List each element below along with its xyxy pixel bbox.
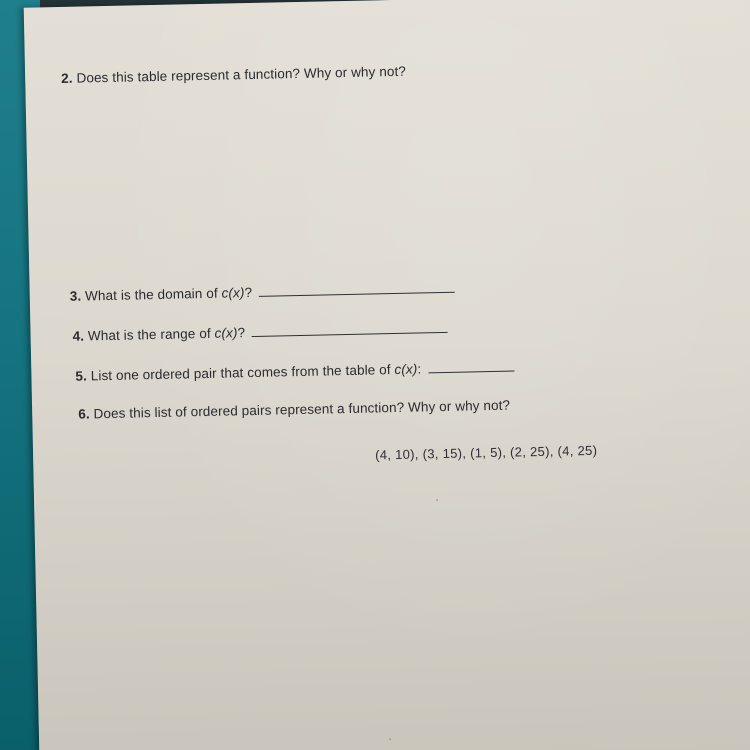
question-3-answer-line[interactable] xyxy=(259,281,455,297)
question-2-text: Does this table represent a function? Why or why not? xyxy=(76,63,407,86)
question-5-answer-line[interactable] xyxy=(428,360,514,374)
question-4-answer-line[interactable] xyxy=(252,321,448,337)
question-2 xyxy=(61,64,406,86)
question-5 xyxy=(75,360,514,384)
question-4-number: 4. xyxy=(72,328,85,344)
question-4-punct: ? xyxy=(237,325,246,341)
question-3-number: 3. xyxy=(69,288,82,304)
question-5-number: 5. xyxy=(75,368,88,384)
question-5-punct: : xyxy=(417,361,422,377)
question-4-function: c(x) xyxy=(214,325,238,341)
question-3 xyxy=(70,281,455,304)
question-3-text: What is the domain of xyxy=(84,285,222,304)
question-2-number: 2. xyxy=(61,70,73,86)
question-3-function: c(x) xyxy=(221,285,245,301)
ordered-pairs-list: (4, 10), (3, 15), (1, 5), (2, 25), (4, 25) xyxy=(374,442,598,463)
question-5-text: List one ordered pair that comes from the table of xyxy=(90,362,395,384)
question-5-function: c(x) xyxy=(394,361,418,378)
question-6 xyxy=(78,398,510,422)
question-3-punct: ? xyxy=(244,284,253,301)
question-4 xyxy=(72,321,448,344)
paper-speck xyxy=(436,499,438,501)
worksheet-paper xyxy=(24,0,750,750)
question-6-number: 6. xyxy=(78,406,90,422)
question-4-text: What is the range of xyxy=(87,325,215,344)
paper-speck xyxy=(389,738,391,740)
question-6-text: Does this list of ordered pairs represent a function? Why or why not? xyxy=(93,397,511,422)
